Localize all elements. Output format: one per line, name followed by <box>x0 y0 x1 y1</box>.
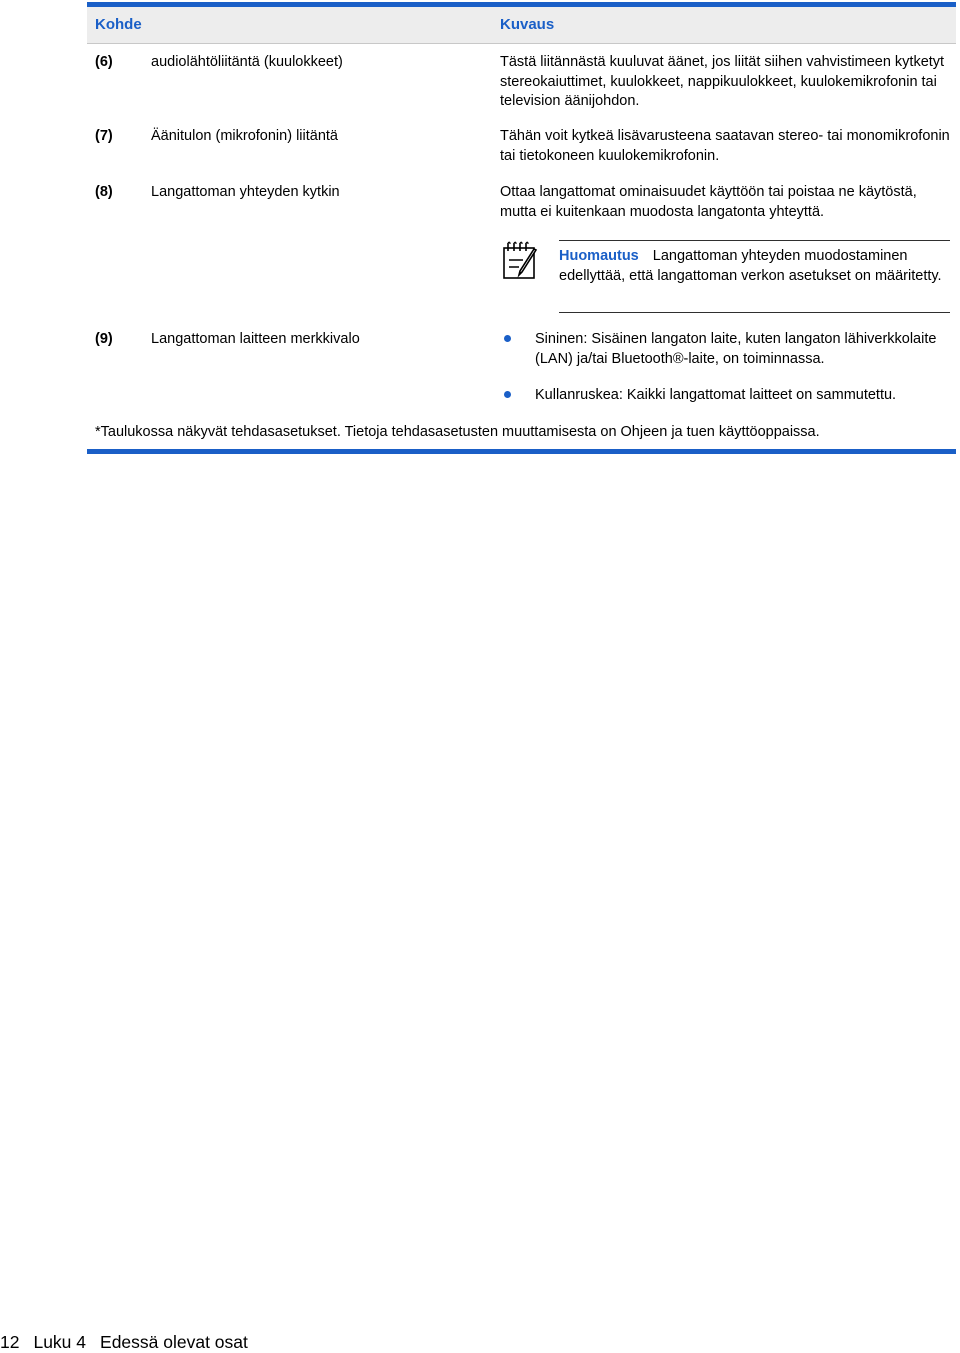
row-item: audiolähtöliitäntä (kuulokkeet) <box>151 54 343 70</box>
note-box <box>500 240 950 314</box>
row-number: (9) <box>95 331 113 347</box>
bullet-text: Kullanruskea: Kaikki langattomat laitteet on sammutettu. <box>535 387 897 403</box>
row-item: Langattoman yhteyden kytkin <box>151 184 340 200</box>
column-header-item: Kohde <box>95 16 142 33</box>
column-header-description: Kuvaus <box>500 16 555 33</box>
note-text <box>559 247 944 286</box>
table-bottom-rule <box>87 449 956 454</box>
row-item: Langattoman laitteen merkkivalo <box>151 331 360 347</box>
row-description: Tästä liitännästä kuuluvat äänet, jos liität siihen vahvistimeen kytketyt stereokaiuttimet, kuulokkeet, nappikuulokkeet, kuulokemikrofonin tai television äänijohdon. <box>500 54 945 109</box>
note-label: Huomautus <box>559 248 639 264</box>
table-header <box>87 7 956 44</box>
page-number: 12 <box>0 1332 20 1352</box>
row-description: Ottaa langattomat ominaisuudet käyttöön tai poistaa ne käytöstä, mutta ei kuitenkaan muodosta langatonta yhteyttä. <box>500 184 917 220</box>
note-bottom-rule <box>559 312 950 313</box>
bullet-icon <box>504 391 511 398</box>
row-number: (8) <box>95 184 113 200</box>
note-pencil-icon <box>500 240 542 282</box>
table-footnote: *Taulukossa näkyvät tehdasasetukset. Tietoja tehdasasetusten muuttamisesta on Ohjeen ja tuen käyttöoppaissa. <box>95 424 820 440</box>
page-footer <box>0 1331 262 1353</box>
note-body: Langattoman yhteyden muodostaminen edellyttää, että langattoman verkon asetukset on määritetty. <box>559 248 942 284</box>
row-number: (6) <box>95 54 113 70</box>
row-item: Äänitulon (mikrofonin) liitäntä <box>151 128 338 144</box>
chapter-label: Luku 4 <box>33 1332 87 1352</box>
chapter-title: Edessä olevat osat <box>100 1332 248 1352</box>
note-top-rule <box>559 240 950 241</box>
bullet-text: Sininen: Sisäinen langaton laite, kuten langaton lähiverkkolaite (LAN) ja/tai Bluetooth®-laite, on toiminnassa. <box>535 331 937 367</box>
row-description: Tähän voit kytkeä lisävarusteena saatavan stereo- tai monomikrofonin tai tietokoneen kuulokemikrofonin. <box>500 128 950 164</box>
row-number: (7) <box>95 128 113 144</box>
bullet-icon <box>504 335 511 342</box>
